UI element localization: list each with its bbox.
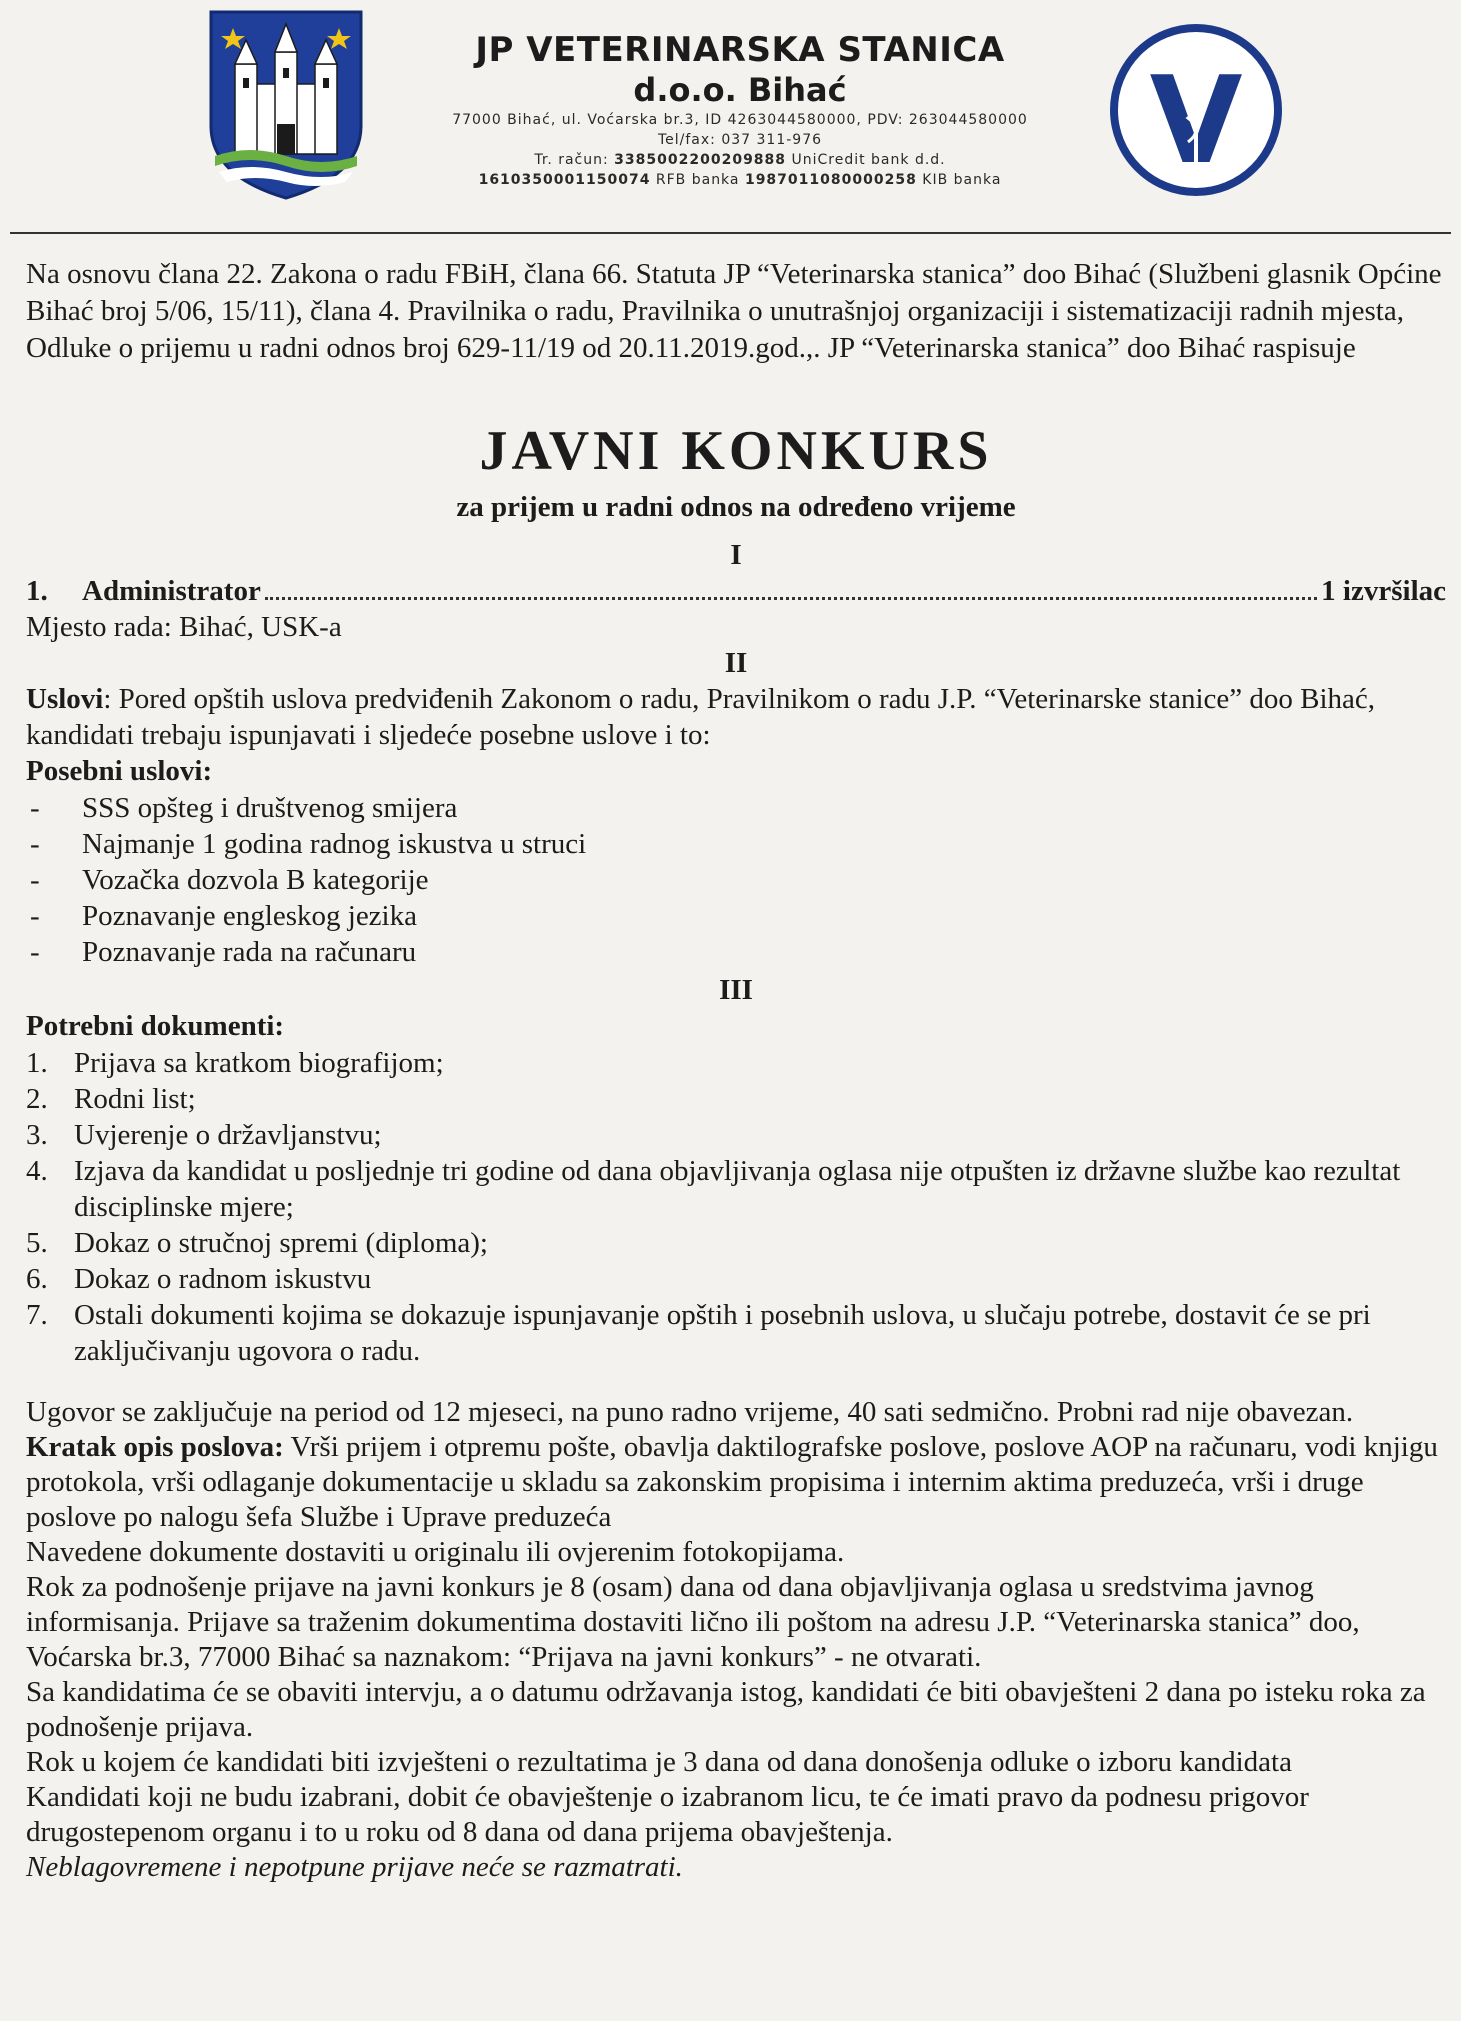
required-documents-list	[26, 1045, 1446, 1369]
position-number: 1.	[26, 575, 48, 607]
list-item: - Poznavanje rada na računaru	[30, 936, 417, 968]
header-divider	[10, 232, 1451, 234]
list-item: 5. Dokaz o stručnoj spremi (diploma);	[26, 1227, 488, 1259]
document-subtitle: za prijem u radni odnos na određeno vrijeme	[456, 491, 1016, 523]
bank-line-2: 1610350001150074 RFB banka 1987011080000258 KIB banka	[478, 172, 1002, 188]
documents-note: Navedene dokumente dostaviti u originalu ili ovjerenim fotokopijama.	[26, 1536, 845, 1568]
address-line: 77000 Bihać, ul. Voćarska br.3, ID 4263044580000, PDV: 263044580000	[452, 112, 1028, 128]
list-item: 7. Ostali dokumenti kojima se dokazuje ispunjavanje opštih i posebnih uslova, u slučaju potrebe, dostavit će se pri zaključivanju ugovora o radu.	[26, 1299, 1371, 1367]
list-item: 3. Uvjerenje o državljanstvu;	[26, 1119, 382, 1151]
organization-location: d.o.o. Bihać	[633, 71, 847, 109]
section-iii-heading: III	[719, 974, 753, 1006]
letterhead-text	[380, 30, 1100, 190]
interview-paragraph: Sa kandidatima će se obaviti intervju, a o datumu održavanja istog, kandidati će biti obavješteni 2 dana po isteku roka za podnošenje prijava.	[26, 1676, 1426, 1743]
letterhead	[0, 0, 1461, 240]
section-ii-heading: II	[724, 647, 748, 679]
job-description-paragraph: Kratak opis poslova: Vrši prijem i otpremu pošte, obavlja daktilografske poslove, poslove AOP na računaru, vodi knjigu protokola, vrši odlaganje dokumentacije u skladu sa zakonskim propisima i internim aktima preduzeća, vrši i druge poslove po nalogu šefa Službe i Uprave preduzeća	[26, 1431, 1438, 1533]
position-title: Administrator	[82, 575, 261, 607]
list-item: 2. Rodni list;	[26, 1083, 196, 1115]
veterinary-emblem-icon	[1108, 22, 1284, 198]
position-row	[26, 573, 1446, 609]
list-item: - SSS opšteg i društvenog smijera	[30, 792, 458, 824]
deadline-paragraph: Rok za podnošenje prijave na javni konkurs je 8 (osam) dana od dana objavljivanja oglasa u sredstvima javnog informisanja. Prijave sa traženim dokumentima dostaviti lično ili poštom na adresu J.P. “Veterinarska stanica” doo, Voćarska br.3, 77000 Bihać sa naznakom: “Prijava na javni konkurs” - ne otvarati.	[26, 1571, 1360, 1673]
appeal-paragraph: Kandidati koji ne budu izabrani, dobit će obavještenje o izabranom licu, te će imati pravo da podnesu prigovor drugostepenom organu i to u roku od 8 dana od dana prijema obavještenja.	[26, 1781, 1309, 1848]
bihac-coat-of-arms-icon	[205, 6, 367, 202]
position-count: 1 izvršilac	[1321, 575, 1446, 607]
bank-line-1: Tr. račun: 3385002200209888 UniCredit bank d.d.	[534, 152, 946, 168]
document-title: JAVNI KONKURS	[479, 420, 993, 482]
document-body	[26, 256, 1446, 1885]
contract-paragraph: Ugovor se zaključuje na period od 12 mjeseci, na puno radno vrijeme, 40 sati sedmično. Probni rad nije obavezan.	[26, 1396, 1354, 1428]
final-note: Neblagovremene i nepotpune prijave neće se razmatrati.	[26, 1851, 683, 1883]
list-item: 1. Prijava sa kratkom biografijom;	[26, 1047, 444, 1079]
organization-name: JP VETERINARSKA STANICA	[475, 30, 1005, 70]
list-item: - Poznavanje engleskog jezika	[30, 900, 417, 932]
section-i-heading: I	[730, 539, 742, 571]
svg-text:V: V	[1149, 52, 1243, 191]
required-documents-label: Potrebni dokumenti:	[26, 1010, 285, 1042]
closing-section	[26, 1395, 1446, 1885]
work-location: Mjesto rada: Bihać, USK-a	[26, 611, 342, 643]
results-paragraph: Rok u kojem će kandidati biti izvješteni o rezultatima je 3 dana od dana donošenja odluke o izboru kandidata	[26, 1746, 1292, 1778]
dot-leader	[265, 597, 1317, 600]
conditions-paragraph: Uslovi: Pored opštih uslova predviđenih Zakonom o radu, Pravilnikom o radu J.P. “Veterinarske stanice” doo Bihać, kandidati trebaju ispunjavati i sljedeće posebne uslove i to:	[26, 683, 1376, 751]
phone-line: Tel/fax: 037 311-976	[657, 132, 823, 148]
list-item: 4. Izjava da kandidat u posljednje tri godine od dana objavljivanja oglasa nije otpušten iz državne službe kao rezultat disciplinske mjere;	[26, 1155, 1401, 1223]
list-item: - Vozačka dozvola B kategorije	[30, 864, 429, 896]
list-item: 6. Dokaz o radnom iskustvu	[26, 1263, 372, 1295]
special-conditions-label: Posebni uslovi:	[26, 755, 213, 787]
intro-paragraph: Na osnovu člana 22. Zakona o radu FBiH, člana 66. Statuta JP “Veterinarska stanica” doo Bihać (Službeni glasnik Općine Bihać broj 5/06, 15/11), člana 4. Pravilnika o radu, Pravilnika o unutrašnjoj organizaciji i sistematizaciji radnih mjesta, Odluke o prijemu u radni odnos broj 629-11/19 od 20.11.2019.god.,. JP “Veterinarska stanica” doo Bihać raspisuje	[26, 258, 1442, 364]
list-item: - Najmanje 1 godina radnog iskustva u struci	[30, 828, 587, 860]
special-conditions-list	[26, 790, 1446, 970]
